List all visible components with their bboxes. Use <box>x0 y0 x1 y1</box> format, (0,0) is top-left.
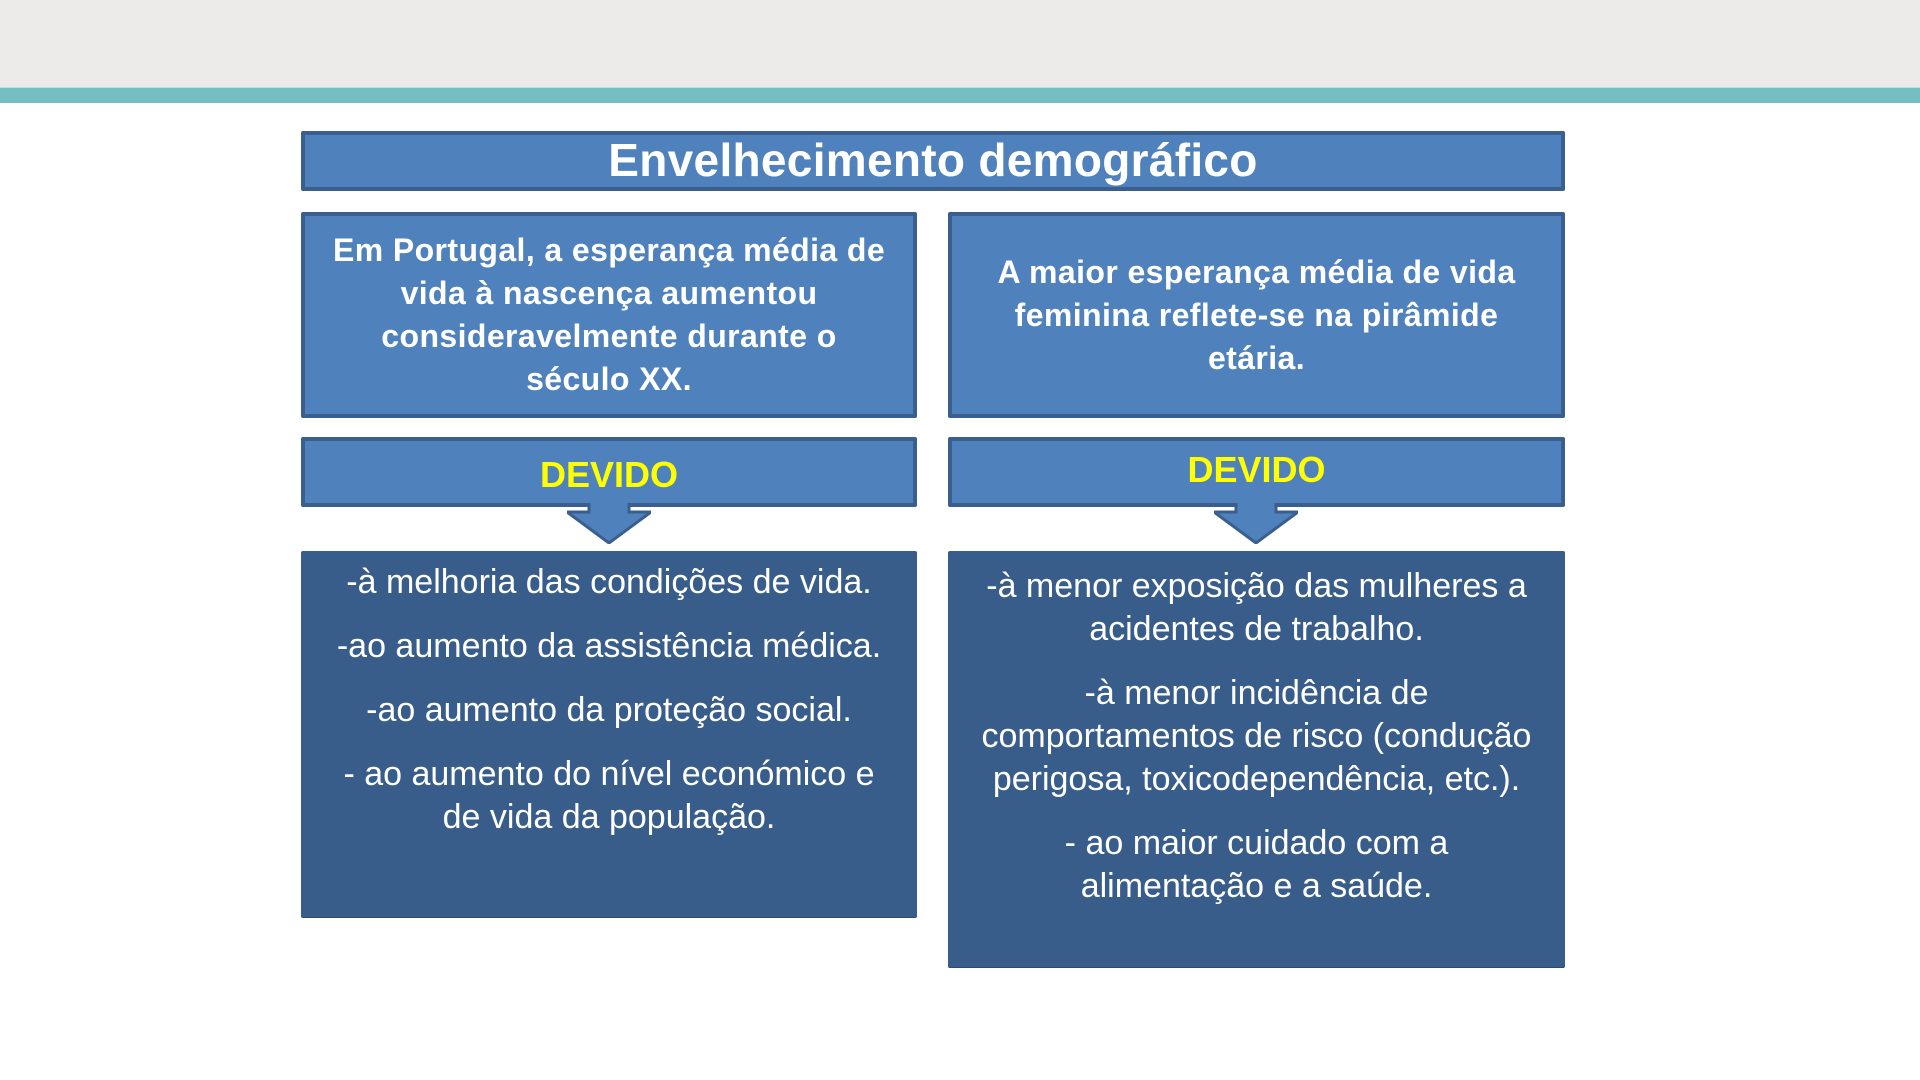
slide-title: Envelhecimento demográfico <box>608 134 1258 186</box>
devido-label-right: DEVIDO <box>1187 449 1326 490</box>
devido-connector-right <box>948 437 1565 507</box>
arrow-down-icon <box>1214 503 1298 544</box>
reasons-box-left <box>301 551 917 917</box>
statement-text-left: Em Portugal, a esperança média de vida à nascença aumentou consideravelmente durante o século XX. <box>332 232 886 397</box>
statement-box-left <box>301 212 917 418</box>
devido-connector-left <box>301 437 917 507</box>
reasons-box-right <box>948 551 1565 967</box>
reason-item: -à menor exposição das mulheres a acidentes de trabalho. <box>986 567 1527 648</box>
reason-item: -à menor incidência de comportamentos de risco (condução perigosa, toxicodependência, etc.). <box>981 674 1532 798</box>
reason-item: -ao aumento da proteção social. <box>366 691 852 729</box>
arrow-down-icon <box>567 503 651 544</box>
accent-stripe <box>0 87 1920 103</box>
reason-item: -ao aumento da assistência médica. <box>336 627 882 665</box>
reason-item: - ao aumento do nível económico e de vida da população. <box>343 755 875 836</box>
devido-label-left: DEVIDO <box>539 454 679 495</box>
title-banner <box>301 131 1565 191</box>
reason-item: -à melhoria das condições de vida. <box>346 563 872 601</box>
statement-box-right <box>948 212 1565 418</box>
statement-text-right: A maior esperança média de vida feminina reflete-se na pirâmide etária. <box>997 253 1516 376</box>
top-bar <box>0 0 1920 87</box>
reason-item: - ao maior cuidado com a alimentação e a saúde. <box>1064 824 1449 905</box>
